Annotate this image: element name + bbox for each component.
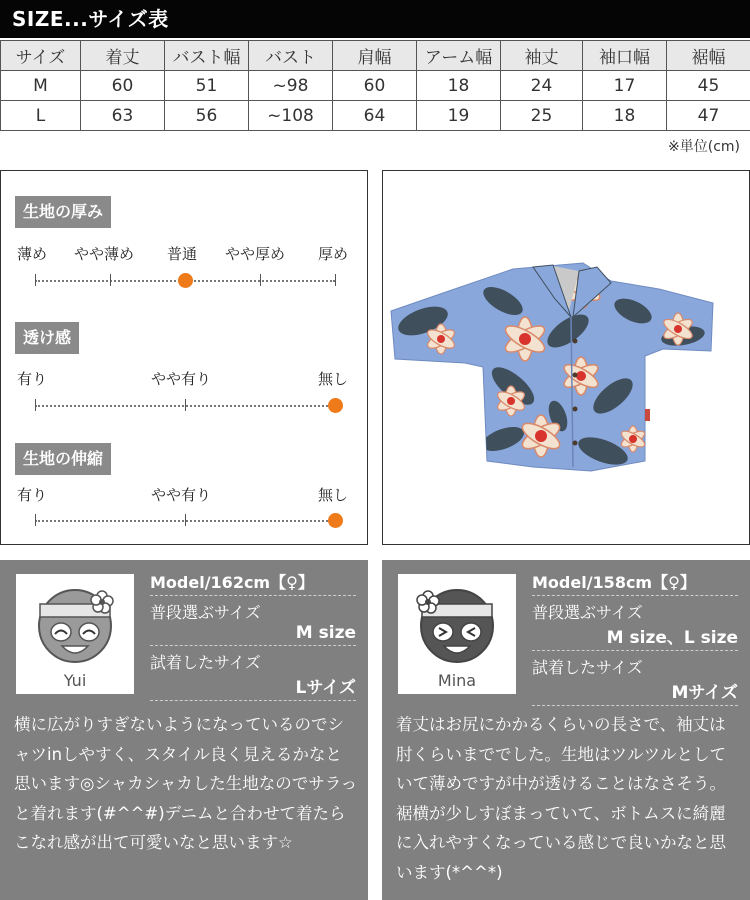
tried-size-label: 試着したサイズ [150,653,261,672]
size-table [0,40,750,131]
shirt-tag [645,409,650,421]
divider [532,705,738,706]
avatar [398,574,516,694]
model-comment: 横に広がりすぎないようになっているのでシャツinしやすく、スタイル良く見えるかなと思います◎シャカシャカした生地なのでサラっと着れます(#^^#)デニムと合わせて着たらこなれ感が出て可愛いなと思います☆ [14,715,358,852]
table-cell: 17 [583,71,667,101]
table-cell: 64 [333,101,417,131]
table-cell: 60 [81,71,165,101]
shirt-button [573,373,578,378]
model-height: Model/158cm【♀】 [532,573,696,592]
thickness-label-thin: 薄め [17,245,48,263]
stretch-title: 生地の伸縮 [15,443,111,475]
table-header-cell: アーム幅 [417,41,501,71]
usual-size-value: M size [295,623,356,643]
divider [150,645,356,646]
model-info [150,570,356,705]
table-cell: 18 [583,101,667,131]
product-image-panel [382,170,750,545]
table-cell: M [1,71,81,101]
thickness-label-normal: 普通 [167,245,198,263]
table-cell: 18 [417,71,501,101]
table-cell: 47 [667,101,750,131]
table-header-cell: バスト [249,41,333,71]
sheer-label-yes: 有り [17,370,48,388]
shirt-button [573,339,578,344]
stretch-section [1,171,367,541]
table-cell: 63 [81,101,165,131]
model-card-mina [382,560,750,900]
table-cell: ~108 [249,101,333,131]
scale-tick [185,514,186,526]
table-header-cell: 袖口幅 [583,41,667,71]
unit-note: ※単位(cm) [668,139,740,155]
usual-size-value: M size、L size [606,628,738,648]
model-name: Mina [437,671,477,690]
table-cell: 51 [165,71,249,101]
table-cell: ~98 [249,71,333,101]
table-row [1,101,750,131]
tried-size-value: Mサイズ [671,683,738,703]
table-header-cell: 袖丈 [501,41,583,71]
sheer-label-none: 無し [318,370,349,388]
flower-icon [417,591,439,613]
thickness-label-thick: 厚め [318,245,349,263]
usual-size-label: 普段選ぶサイズ [532,603,643,622]
model-name: Yui [63,671,87,690]
fabric-panel [0,170,368,545]
model-info [532,570,738,710]
table-cell: 24 [501,71,583,101]
flower-icon [91,591,113,613]
model-card-yui [0,560,368,900]
stretch-label-yes: 有り [17,486,48,504]
size-chart-title: SIZE...サイズ表 [0,0,750,38]
stretch-label-none: 無し [318,486,349,504]
divider [150,595,356,596]
divider [532,650,738,651]
thickness-label-slightly-thick: やや厚め [225,245,286,263]
thickness-label-slightly-thin: やや薄め [74,245,135,263]
table-cell: 60 [333,71,417,101]
table-row [1,71,750,101]
table-cell: 45 [667,71,750,101]
stretch-indicator-dot [328,513,343,528]
table-header-cell: 肩幅 [333,41,417,71]
divider [150,700,356,701]
table-cell: 25 [501,101,583,131]
table-cell: L [1,101,81,131]
model-height: Model/162cm【♀】 [150,573,314,592]
shirt-button [573,407,578,412]
smiling-face-icon [16,574,134,674]
model-comment: 着丈はお尻にかかるくらいの長さで、袖丈は肘くらいまででした。生地はツルツルとしていて薄めですが中が透けることはなさそう。裾横が少しすぼまっていて、ボトムスに綺麗に入れやすくなっている感じで良いかなと思います(*^^*) [396,715,726,882]
table-header-cell: バスト幅 [165,41,249,71]
table-cell: 19 [417,101,501,131]
usual-size-label: 普段選ぶサイズ [150,603,261,622]
table-cell: 56 [165,101,249,131]
sheer-label-slight: やや有り [151,370,212,388]
divider [532,595,738,596]
tried-size-label: 試着したサイズ [532,658,643,677]
winking-face-icon [398,574,516,674]
stretch-label-slight: やや有り [151,486,212,504]
table-header-row [1,41,750,71]
scale-tick [35,514,36,526]
avatar [16,574,134,694]
sheer-title: 透け感 [15,322,79,354]
tried-size-value: Lサイズ [295,678,356,698]
shirt-button [573,441,578,446]
table-header-cell: 着丈 [81,41,165,71]
table-header-cell: 裾幅 [667,41,750,71]
shirt-image [383,171,749,544]
table-header-cell: サイズ [1,41,81,71]
thickness-title: 生地の厚み [15,196,111,228]
